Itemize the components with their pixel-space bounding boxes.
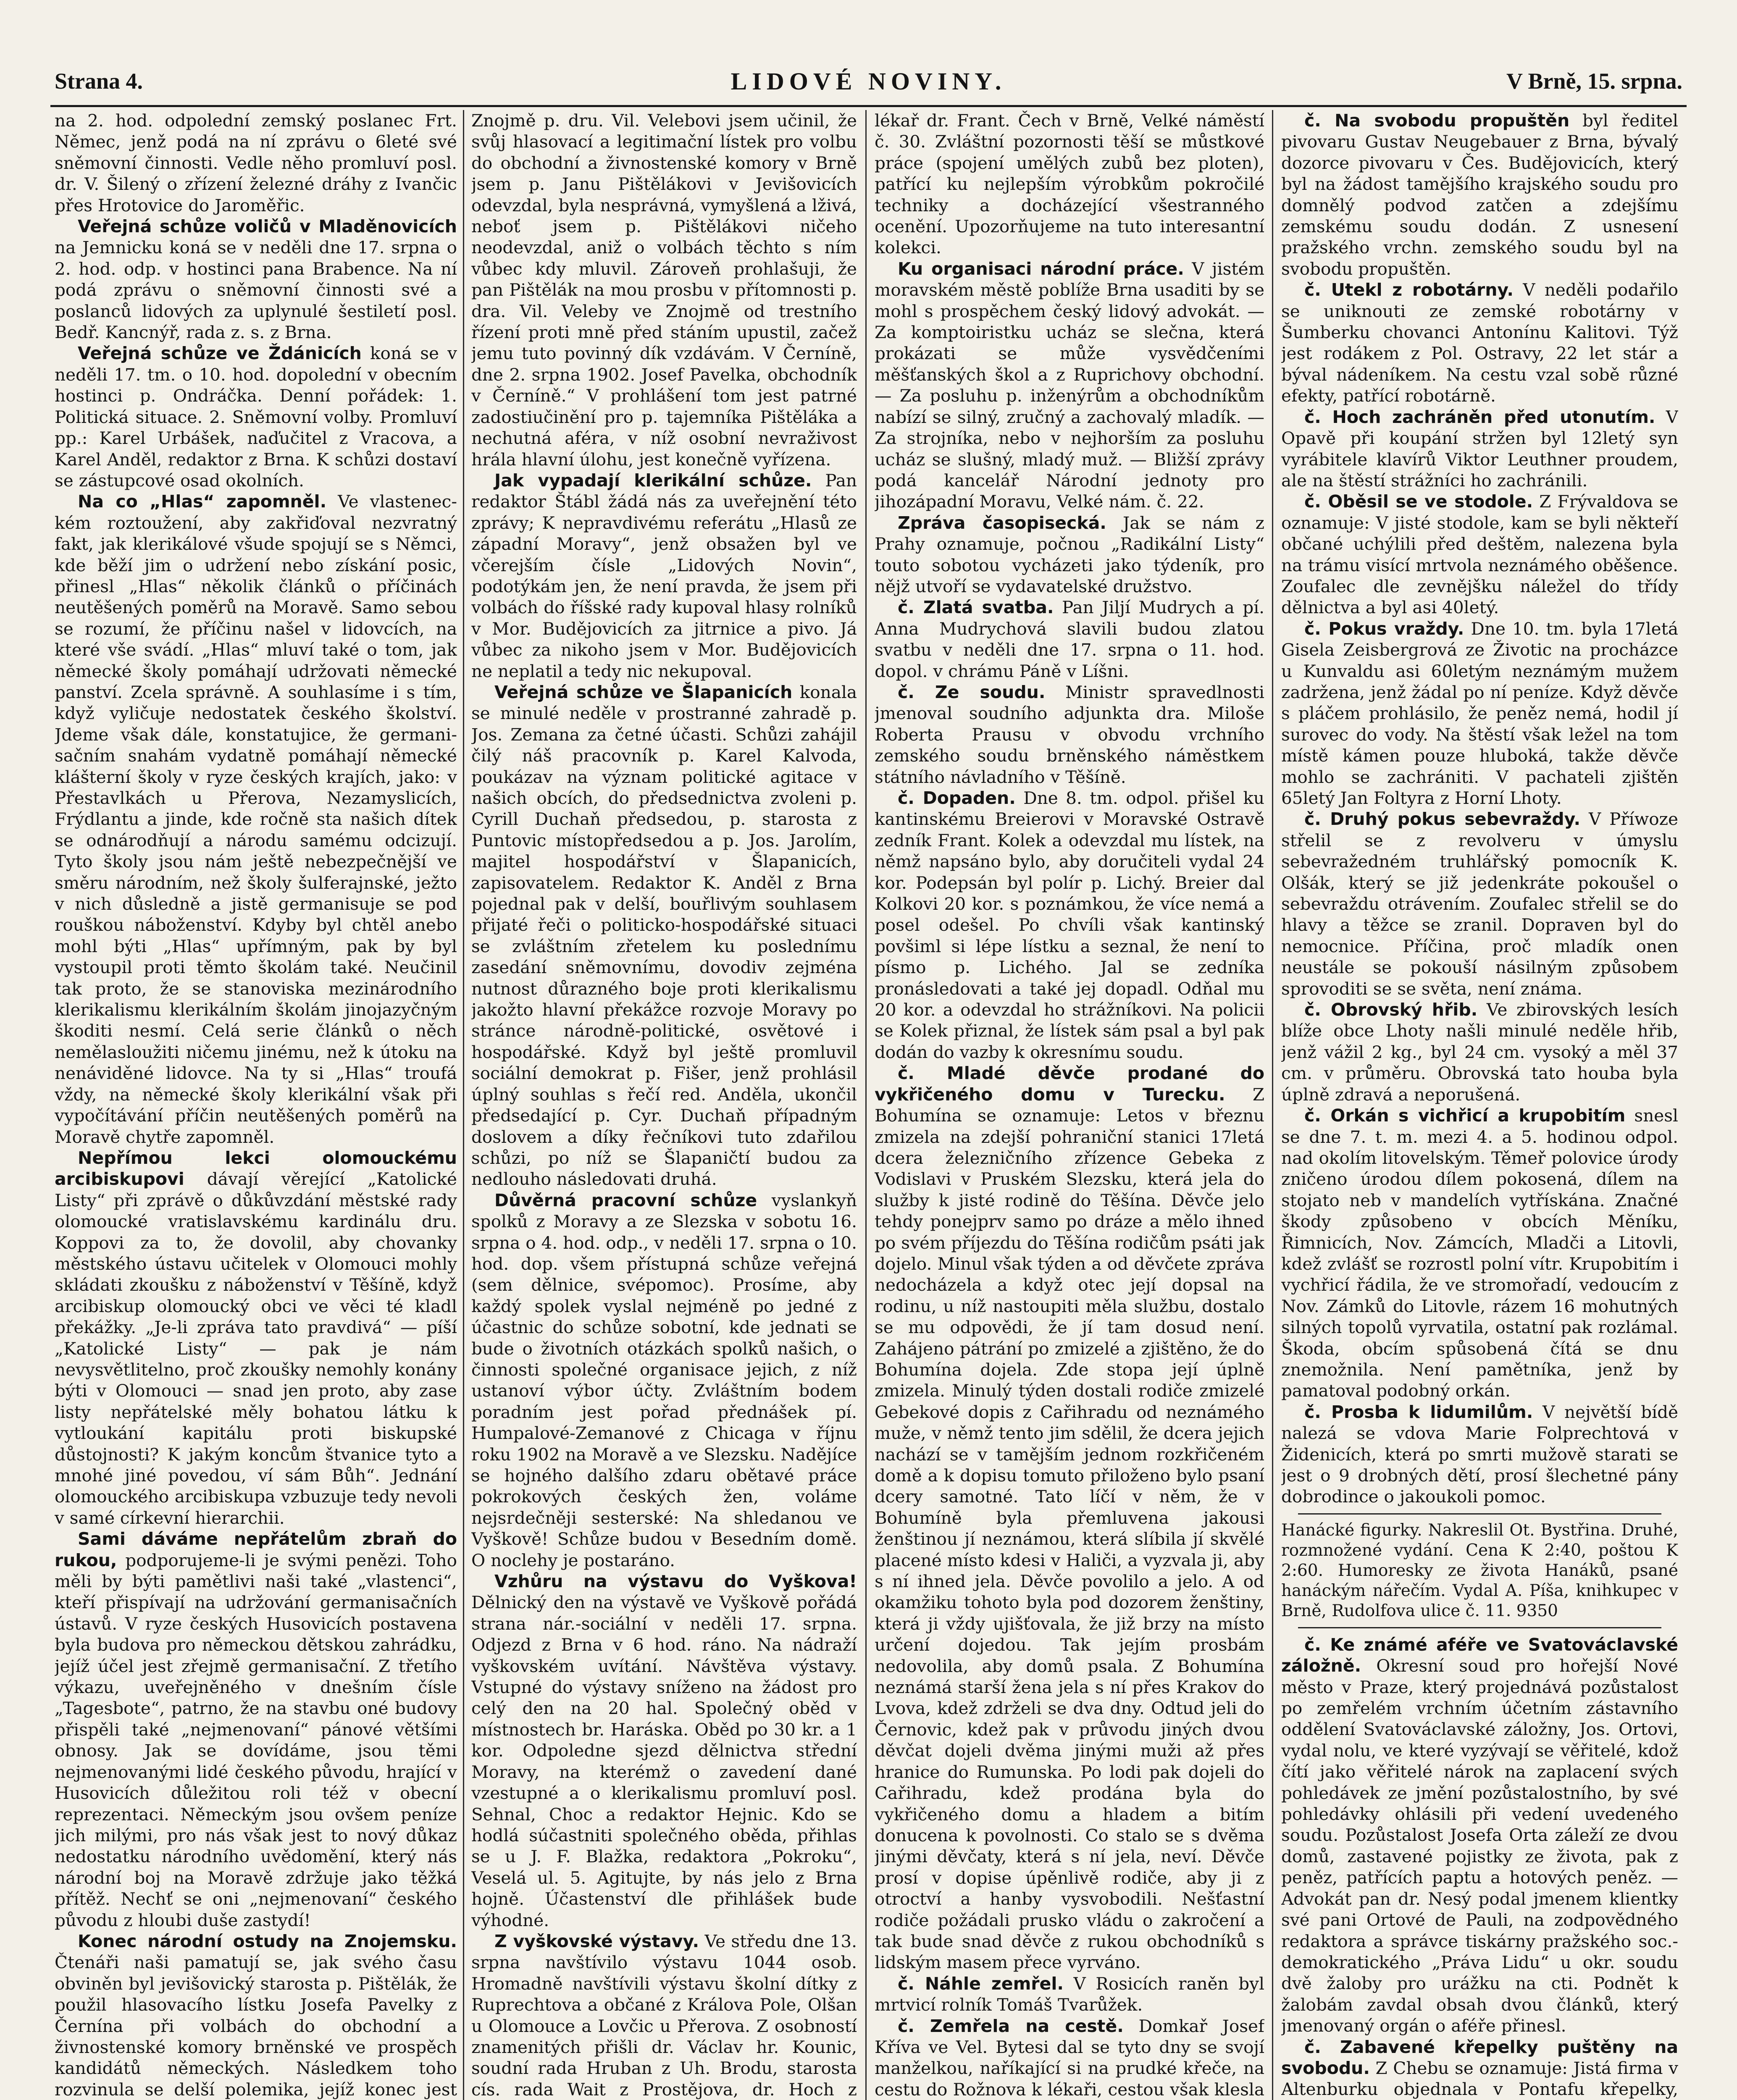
article-body: Ve zbirovských lesích blíže obce Lhoty našli minulé neděle hřib, jenž vážil 2 kg., byl 24 cm. vysoký a měl 37 cm. v průměru. Obrovská tato houba byla úplně zdravá a neporušená.	[1281, 1000, 1678, 1105]
article-headline: č. Ke známé aféře ve Svatováclavské záložně.	[1281, 1634, 1678, 1676]
article-headline: č. Ze soudu.	[898, 682, 1046, 702]
article-body: Znojmě p. dru. Vil. Velebovi jsem učinil, že svůj hlasovací a legitimační lístek pro volbu do obchodní a živnostenské komory v Brně jsem p. Janu Pištělákovi v Jevišovicích odevzdal, byla nesprávná, vymyšlená a lživá, neboť jsem p. Pištělákovi ničeho neodevzdal, aniž o volbách těchto s ním vůbec kdy mluvil. Zároveň prohlašuji, že pan Pištělák na mou prosbu v přítomnosti p. dra. Vil. Veleby ve Znojmě od trestního řízení proti mně před stáním upustil, začež jemu tuto povinný dík vzdávám. V Černíně, dne 2. srpna 1902. Josef Pavelka, obchodník v Černíně.“ V prohlášení tom jest patrné zadostiučinění pro p. tajemníka Pištěláka a nechutná aféra, v níž osobní nevraživost hrála hlavní úlohu, jest konečně vyřízena.	[471, 110, 857, 470]
article-paragraph	[1281, 2037, 1678, 2100]
column-3	[875, 110, 1264, 2100]
article-paragraph	[875, 110, 1264, 258]
article-body: Ve středu dne 13. srpna navštívilo výstavu 1044 osob. Hromadně navštívili výstavu školní dítky z Ruprechtova a občané z Králova Pole, Olšan u Olomouce a Lovčic u Přerova. Z osobností znamenitých přišli dr. Václav hr. Kounic, soudní rada Hruban z Uh. Brodu, starosta cís. rada Wait z Prostějova, dr. Hoch z	[471, 1931, 857, 2100]
article-headline: č. Oběsil se ve stodole.	[1304, 491, 1533, 512]
article-headline: Veřejná schůze voličů v Mladěnovicích	[78, 216, 457, 237]
article-paragraph	[55, 343, 457, 491]
article-paragraph	[875, 1063, 1264, 1973]
separator-rule	[1298, 1627, 1661, 1628]
article-headline: č. Prosba k lidumilům.	[1304, 1402, 1533, 1422]
article-body: V Příwoze střelil se z revolveru v úmyslu sebevražedném truhlářský pomocník K. Olšák, který se již jedenkráte pokoušel o sebevraždu otrávením. Zoufalec střelil se do hlavy a těžce se zranil. Dopraven byl do nemocnice. Příčina, proč mladík onen neustále se pokouší násilným způsobem sprovoditi se se světa, není známa.	[1281, 809, 1678, 999]
article-body: podporujeme-li je svými penězi. Toho měli by býti pamětlivi naši také „vlastenci“, kteří přispívají na udržování germanisačních ústavů. V ryze českých Husovicích postavena byla budova pro německou dětskou zahrádku, jejíž účel jest zřejmě germanisační. Z třetího výkazu, uveřejněného v dnešním čísle „Tagesbote“, patrno, že na stavbu oné budovy přispěli také „nejmenovaní“ pánové většími obnosy. Jak se dovídáme, jsou těmi nejmenovanými lidé českého původu, hrající v Husovicích důležitou roli též v obecní reprezentaci. Německým jsou ovšem peníze jich milými, pro nás však jest to nový důkaz nedostatku národního uvědomění, který nás národní boj na Moravě zdržuje jako těžká přítěž. Nechť se oni „nejmenovaní“ českého původu z hloubi duše zastydí!	[55, 1550, 457, 1930]
column-2	[471, 110, 857, 2100]
article-headline: č. Zlatá svatba.	[898, 597, 1054, 618]
masthead: LIDOVÉ NOVINY.	[731, 68, 1006, 95]
article-headline: č. Orkán s vichřicí a krupobitím	[1304, 1105, 1626, 1126]
article-headline: č. Zemřela na cestě.	[898, 2016, 1124, 2036]
article-headline: č. Dopaden.	[898, 788, 1016, 808]
column-4	[1281, 110, 1678, 2100]
article-body: Ve vlasteneckém roztoužení, aby zakřiďoval nezvratný fakt, jak klerikálové všude spojují se s Němci, kde běží jim o udržení nebo získání posic, přinesl „Hlas“ několik článků o příčinách neutěšených poměrů na Moravě. Samo sebou se rozumí, že příčinu našel v lidovcích, na které vše svádí. „Hlas“ mluví také o tom, jak německé školy pomáhají udržovati německé panství. Zcela správně. A souhlasíme i s tím, když vyličuje nedostatek českého školství. Jdeme však dále, konstatujice, že germanisačním snahám vydatně pomáhají německé klášterní školy v ryze českých krajích, jako: v Přestavlkách u Přerova, Nezamyslicích, Frýdlantu a jinde, kde ročně sta našich dítek se odnárodňují a národu samému odcizují. Tyto školy jsou nám ještě nebezpečnější ve směru národním, než školy šulferajnské, ježto v nich důsledně a jistě germanisuje se pod rouškou náboženství. Kdyby byl chtěl anebo mohl býti „Hlas“ upřímným, pak by byl vystoupil proti těmto školám také. Neučinil tak proto, že se stanoviska mezinárodního klerikalismu klerikálním školám jinojazyčným škoditi nesmí. Celá serie článků o něch nemělasloužiti ničemu jinému, než k útoku na nenáviděné lidovce. Na ty si „Hlas“ troufá vždy, na německé školy klerikální však při vypočítávání příčin neutěšených poměrů na Moravě chytře zapomněl.	[55, 491, 457, 1147]
article-paragraph	[1281, 1634, 1678, 2037]
article-body: V neděli podařilo se uniknouti ze zemské robotárny v Šumberku chovanci Antonínu Kalitovi. Týž jest rodákem z Pol. Ostravy, 22 let stár a býval nádeníkem. Na cestu vzal sobě různé efekty, patřící robotárně.	[1281, 280, 1678, 406]
article-paragraph	[471, 1931, 857, 2100]
page-header	[55, 63, 1682, 101]
article-body: Okresní soud pro hořejší Nové město v Praze, který projednává pozůstalost po zemřelém vrchním účetním zástavního oddělení Svatováclavské záložny, Jos. Ortovi, vydal nolu, ve které vyzývají se věřitelé, kdož čítí jako věřitelé nárok na zaplacení svých pohledávek ze jmění pozůstalostního, by své pohledávky ohlásili při vedení uvedeného soudu. Pozůstalost Josefa Orta záleží ze dvou domů, zastavené pojistky ze života, pak z peněz, patřících paptu a hotových peněz. — Advokát pan dr. Nesý podal jmenem klientky své pani Ortové de Pauli, na zodpovědného redaktora a správce tiskárny pražského soc.-demokratického „Práva Lidu“ u okr. soudu dvě žaloby pro urážku na cti. Podnět k žalobám zavdal obsah dvou článků, který jmenovaný orgán o aféře přinesl.	[1281, 1656, 1678, 2036]
article-body: koná se v neděli 17. tm. o 10. hod. dopolední v obecním hostinci p. Ondráčka. Denní pořádek: 1. Politická situace. 2. Sněmovní volby. Promluví pp.: Karel Urbášek, naďučitel z Vracova, a Karel Anděl, redaktor z Brna. K schůzi dostaví se zástupcové osad okolních.	[55, 343, 457, 491]
article-body: Jak se nám z Prahy oznamuje, počnou „Radikální Listy“ touto sobotou vycházeti jako týdeník, pro nějž utvoří se vydavatelské družstvo.	[875, 512, 1264, 596]
article-body: Dělnický den na výstavě ve Vyškově pořádá strana nár.-sociální v neděli 17. srpna. Odjezd z Brna v 6 hod. ráno. Na nádraží vyškovském uvítání. Návštěva výstavy. Vstupné do výstavy sníženo na žádost pro celý den na 20 hal. Společný oběd v místnostech br. Haráska. Oběd po 30 kr. a 1 kor. Odpoledne sjezd dělnictva střední Moravy, na kterémž o zavedení dané vzestupné a o klerikalismu promluví posl. Sehnal, Choc a redaktor Hejnic. Kdo se hodlá súčastniti společného oběda, přihlas se u J. F. Blažka, redaktora „Pokroku“, Veselá ul. 5. Agitujte, by nás jelo z Brna hojně. Účastenství dle přihlášek bude výhodné.	[471, 1592, 857, 1930]
column-divider	[463, 110, 464, 2100]
article-body: snesl se dne 7. t. m. mezi 4. a 5. hodinou odpol. nad okolím litovelským. Těmeř polovice úrody zničeno úrodou dílem pokosená, dílem na stojato neb v mandelích vytřískána. Značné škody způsobeno v obcích Měníku, Řimnicích, Nov. Zámcích, Mladči a Litovli, kdež zvlášť se rozrostl polní vítr. Krupobitím i vychřicí řádila, že ve stromořadí, vedoucím z Nov. Zámků do Litovle, rázem 16 mohutných silných topolů vyrvatila, ostatní pak rozlámal. Škoda, obcím spůsobená čítá se dnu znemožnila. Není pamětníka, jenž by pamatoval podobný orkán.	[1281, 1105, 1678, 1401]
article-paragraph	[875, 597, 1264, 682]
article-body: na 2. hod. odpolední zemský poslanec Frt. Němec, jenž podá na ní zprávu o 6leté své sněmovní činnosti. Vedle něho promluví posl. dr. V. Šilený o zřízení železné dráhy z Ivančic přes Hrotovice do Jaroměřic.	[55, 110, 457, 215]
page-number: Strana 4.	[55, 68, 143, 94]
article-headline: Jak vypadají klerikální schůze.	[494, 470, 812, 491]
article-body: dávají věrející „Katolické Listy“ při zprávě o důkůvzdání městské rady olomoucké vratislavskému kardinálu dru. Koppovi za to, že dovolil, aby chovanky městského ústavu učitelek v Olomouci mohly skládati zkoušku z náboženství v Těšíně, když arcibiskup olomoucký obci ve věci té kladl překážky. „Je-li zpráva tato pravdivá“ — píší „Katolické Listy“ — pak je nám nevysvětlitelno, proč zkoušky nemohly konány býti v Olomouci — snad jen proto, aby zase listy nepřátelské měly bohatou látku k vytloukání kapitálu proti biskupské důstojnosti? K jakým koncům štvanice tyto a mnohé jiné povedou, ví sám Bůh“. Jednání olomouckého arcibiskupa vzbuzuje tedy nevoli v samé církevní hierarchii.	[55, 1169, 457, 1528]
advertisement: Hanácké figurky. Nakreslil Ot. Bystřina. Druhé, rozmnožené vydání. Cena K 2:40, poštou K 2:60. Humoresky ze života Hanáků, psané hanáckým nářečím. Vydal A. Píša, knihkupec v Brně, Rudolfova ulice č. 11. 9350	[1281, 1520, 1678, 1620]
article-headline: č. Hoch zachráněn před utonutím.	[1304, 407, 1656, 427]
article-paragraph	[471, 110, 857, 470]
article-paragraph	[1281, 1402, 1678, 1507]
separator-rule	[1298, 1513, 1661, 1515]
article-paragraph	[55, 491, 457, 1147]
article-paragraph	[875, 512, 1264, 597]
article-headline: Vzhůru na výstavu do Vyškova!	[494, 1571, 857, 1592]
article-body: lékař dr. Frant. Čech v Brně, Velké náměstí č. 30. Zvláštní pozornosti těší se můstkové práce (spojení umělých zubů bez ploten), patřící ku nejlepším výrobkům pokročilé techniky a docházející všestranného ocenění. Upozorňujeme na tuto interesantní kolekci.	[875, 110, 1264, 258]
article-paragraph	[875, 788, 1264, 1063]
article-body: Z Bohumína se oznamuje: Letos v březnu zmizela na zdejší pohraniční stanici 17letá dcera železničního zřízence Gebeka z Vodislavi v Pruském Slezsku, která jela do služby k jisté rodině do Těšína. Děvče jelo tehdy ponejprv samo po dráze a mělo ihned po svém příjezdu do Těšína rodičům psáti jak dojelo. Minul však týden a od děvčete zpráva nedocházela a když otec její dopsal na rodinu, u níž nastoupiti měla službu, dostalo se mu odpovědi, že jí tam dosud není. Zahájeno pátrání po zmizelé a zjištěno, že do Bohumína dojela. Zde stopa její úplně zmizela. Minulý týden dostali rodiče zmizelé Gebekové dopis z Cařihradu od neznámého muže, v němž tento jim sdělil, že dcera jejich nachází se v tamějším jednom rozkřičeném domě a k dopisu tomuto přiloženo bylo psaní dcery samotné. Tato líčí v něm, že v Bohumíně byla přemluvena jakousi ženštinou jí neznámou, která slíbila jí skvělé placené místo kdesi v Haliči, a vyzvala ji, aby s ní ihned jela. Děvče povolilo a jelo. A od okamžiku tohoto byla pod dozorem ženštiny, která ji vždy ujišťovala, že již brzy na místo určení dojedou. Tak jejím prosbám nedovolila, aby domů psala. Z Bohumína neznámá starší žena jela s ní přes Krakov do Lvova, kdež zdrželi se dva dny. Odtud jeli do Černovic, kdež pak v průvodu jiných dvou děvčat dojeli dvěma jinými muži až přes hranice do Rumunska. Po lodi pak dojeli do Cařihradu, kdež prodána byla do vykřičeného domu a hladem a bitím donucena k povolnosti. Co stalo se s dvěma jinými děvčaty, která s ní jela, neví. Děvče prosí v dopise úpěnlivě rodiče, aby ji z otroctví a hanby vysvobodili. Nešťastní rodiče požádali prusko vládu o zakročení a tak bude snad děvče z rukou obchodníků s lidským masem přece vyrváno.	[875, 1084, 1264, 1973]
article-body: Dne 8. tm. odpol. přišel ku kantinskému Breierovi v Moravské Ostravě zedník Frant. Kolek a odevzdal mu lístek, na němž napsáno bylo, aby doručiteli vydal 24 kor. Podepsán byl polír p. Lichý. Breier dal Kolkovi 20 kor. s poznámkou, že více nemá a posel odešel. Po chvíli však kantinský povšiml si lépe lístku a seznal, že není to písmo p. Lichého. Jal se zedníka pronásledovati a také jej dopadl. Odňal mu 20 kor. a odevzdal ho strážníkovi. Na policii se Kolek přiznal, že lístek sám psal a byl pak dodán do vazby k okresnímu soudu.	[875, 788, 1264, 1062]
article-headline: Nepřímou lekci olomouckému arcibiskupovi	[55, 1147, 457, 1189]
article-paragraph	[1281, 808, 1678, 999]
article-body: byl ředitel pivovaru Gustav Neugebauer z Brna, bývalý dozorce pivovaru v Čes. Budějovicích, který byl na žádost tamějšího krajského soudu pro domnělý podvod zatčen a zdejšímu zemskému soudu dodán. Z usnesení pražského vrchn. zemského soudu byl na svobodu propuštěn.	[1281, 110, 1678, 279]
article-paragraph	[1281, 491, 1678, 618]
article-body: Z Chebu se oznamuje: Jistá firma v Altenburku objednala v Pontafu křepelky,	[1281, 2058, 1678, 2100]
article-body: Dne 10. tm. byla 17letá Gisela Zeisbergrová ze Životic na procházce u Kunvaldu asi 60letým neznámým mužem zadržena, jenž žádal po ní peníze. Když děvče s pláčem prohlásilo, že peněz nemá, hodil jí surovec do vody. Na štěstí však ležel na tom místě kámen pouze hluboká, takže děvče mohlo se zachrániti. V pachateli zjištěn 65letý Jan Foltyra z Horní Lhoty.	[1281, 618, 1678, 808]
article-headline: Veřejná schůze ve Šlapanicích	[494, 682, 793, 702]
article-headline: č. Utekl z robotárny.	[1304, 280, 1514, 300]
article-body: konala se minulé neděle v prostranné zahradě p. Jos. Zemana za četné účasti. Schůzi zahájil čilý náš pracovník p. Karel Kalvoda, poukázav na význam politické agitace v našich obcích, do předsednictva zvoleni p. Cyrill Duchaň předsedou, p. starosta z Puntovic místopředsedou a p. Jos. Jarolím, majitel hospodářství v Šlapanicích, zapisovatelem. Redaktor K. Anděl z Brna pojednal pak v delší, bouřlivým souhlasem přijaté řeči o politicko-hospodářské situaci se zvláštním zřetelem ku poslednímu zasedání sněmovnímu, dovodiv zejména nutnost důrazného boje proti klerikalismu jakožto hlavní překážce rozvoje Moravy po stránce národně-politické, osvětové i hospodářské. Když byl ještě promluvil sociální demokrat p. Fišer, jenž prohlásil úplný souhlas s řečí red. Anděla, ukončil předsedající p. Cyr. Duchaň případným doslovem a díky řečníkovi tuto zdařilou schůzi, po níž se Šlapaničtí budou za nedlouho následovati druhá.	[471, 682, 857, 1189]
article-paragraph	[471, 470, 857, 682]
column-divider	[1272, 110, 1273, 2100]
article-paragraph	[1281, 279, 1678, 406]
article-body: Pan Jiljí Mudrych a pí. Anna Mudrychová slavili budou zlatou svatbu v neděli dne 17. srpna o 11. hod. dopol. v chrámu Páně v Líšni.	[875, 597, 1264, 681]
article-headline: č. Zabavené křepelky puštěny na svobodu.	[1281, 2037, 1678, 2078]
article-paragraph	[875, 682, 1264, 788]
article-headline: č. Na svobodu propuštěn	[1304, 110, 1570, 131]
article-paragraph	[55, 216, 457, 343]
article-paragraph	[1281, 618, 1678, 809]
article-headline: č. Obrovský hřib.	[1304, 1000, 1478, 1020]
article-paragraph	[1281, 1105, 1678, 1402]
article-headline: Z vyškovské výstavy.	[494, 1931, 699, 1951]
article-paragraph	[471, 1190, 857, 1571]
article-paragraph	[875, 258, 1264, 512]
article-body: Domkař Josef Kříva ve Vel. Bytesi dal se tyto dny se svojí manželkou, naříkající si na prudké křeče, na cestu do Rožnova k lékaři, cestou však klesla	[875, 2016, 1264, 2100]
article-paragraph	[875, 1973, 1264, 2016]
article-headline: Na co „Hlas“ zapomněl.	[78, 491, 327, 512]
article-headline: Důvěrná pracovní schůze	[494, 1190, 757, 1210]
article-headline: č. Mladé děvče prodané do vykřičeného domu v Turecku.	[875, 1063, 1264, 1105]
article-headline: Zpráva časopisecká.	[898, 512, 1106, 533]
article-body: V jistém moravském městě poblíže Brna usaditi by se mohl s prospěchem český lidový advokát. — Za komptoiristku ucház se slečna, která prokázati se může vysvědčeními měšťanských škol a z Ruprichovy obchodní. — Za posluhu p. inženýrům a obchodníkům nabízí se silný, zručný a zachovalý mladík. — Za strojníka, nebo v nejhorším za posluhu ucház se slušný, mladý muž. — Bližší zprávy podá kancelář Národní jednoty pro jihozápadní Moravu, Velké nám. č. 22.	[875, 258, 1264, 512]
header-rule	[50, 105, 1687, 107]
article-body: vyslankyň spolků z Moravy a ze Slezska v sobotu 16. srpna o 4. hod. odp., v neděli 17. srpna o 10. hod. dop. všem přístupná schůze veřejná (sem dělnice, svépomoc). Prosíme, aby každý spolek vyslal nejméně po jedné z účastnic do schůze sobotní, kde jednati se bude o životních otázkách spolků našich, o činnosti společné organisace jejich, z níž ustanoví výbor účty. Zvláštním bodem poradním jest pořad přednášek pí. Humpalové-Zemanové z Chicaga v říjnu roku 1902 na Moravě a ve Slezsku. Nadějíce se hojného dalšího zdaru obětavé práce pokrokových českých žen, voláme nejsrdečněji sesterské: Na shledanou ve Vyškově! Schůze budou v Besedním domě. O noclehy je postaráno.	[471, 1190, 857, 1570]
article-paragraph	[55, 110, 457, 216]
article-body: Pan redaktor Štábl žádá nás za uveřejnění této zprávy; K nepravdivému referátu „Hlasů ze západní Moravy“, jenž obsažen byl ve včerejším čísle „Lidových Novin“, podotýkám jen, že není pravda, že jsem při volbách do říšské rady kupoval hlasy rolníků v Mor. Budějovicích za jitrnice a pivo. Já vůbec za nikoho jsem v Mor. Budějovicích ne neplatil a tedy nic nekupoval.	[471, 470, 857, 681]
article-body: Z Frývaldova se oznamuje: V jisté stodole, kam se byli někteří občané uchýlili před deštěm, nalezena byla na trámu visící mrtvola neznámého oběšence. Zoufalec dle zevnějšku náležel do třídy dělnictva a byl asi 40letý.	[1281, 491, 1678, 618]
article-headline: Veřejná schůze ve Ždánicích	[78, 343, 362, 364]
article-headline: Ku organisaci národní práce.	[898, 258, 1184, 279]
article-paragraph	[55, 1528, 457, 1931]
article-headline: č. Druhý pokus sebevraždy.	[1304, 809, 1581, 830]
article-paragraph	[471, 1571, 857, 1931]
article-paragraph	[55, 1931, 457, 2100]
article-body: na Jemnicku koná se v neděli dne 17. srpna o 2. hod. odp. v hostinci pana Brabence. Na ní podá zprávu o sněmovní činnosti své a poslanců lidových za uplynulé šestiletí posl. Bedř. Kancnýř, rada z. s. z Brna.	[55, 237, 457, 343]
article-body: V Rosicích raněn byl mrtvicí rolník Tomáš Tvarůžek.	[875, 1973, 1264, 2015]
column-1	[55, 110, 457, 2100]
article-headline: č. Náhle zemřel.	[898, 1973, 1064, 1994]
article-paragraph	[875, 2016, 1264, 2100]
article-body: Čtenáři naši pamatují se, jak svého času obviněn byl jevišovický starosta p. Pištělák, že použil hlasovacího lístku Josefa Pavelky z Černína při volbách do obchodní a živnostenské komory brněnské ve prospěch kandidátů německých. Následkem toho rozvinula se delší polemika, jejíž konec jest	[55, 1952, 457, 2100]
article-headline: Sami dáváme nepřátelům zbraň do rukou,	[55, 1529, 457, 1570]
article-headline: č. Pokus vraždy.	[1304, 618, 1464, 639]
article-body: Ministr spravedlnosti jmenoval soudního adjunkta dra. Miloše Roberta Prausu v obvodu vrchního zemského soudu brněnského náměstkem státního návladního v Těšíně.	[875, 682, 1264, 787]
article-body: V největší bídě nalezá se vdova Marie Folprechtová v Židenicích, která po smrti mužově starati se jest o 9 drobných dětí, prosí šlechetné pány dobrodince o jakoukoli pomoc.	[1281, 1402, 1678, 1507]
dateline: V Brně, 15. srpna.	[1506, 68, 1682, 94]
article-paragraph	[1281, 999, 1678, 1105]
article-headline: Konec národní ostudy na Znojemsku.	[78, 1931, 457, 1951]
article-paragraph	[471, 682, 857, 1190]
article-paragraph	[1281, 110, 1678, 279]
article-paragraph	[1281, 407, 1678, 491]
column-divider	[865, 110, 867, 2100]
article-body: V Opavě při koupání stržen byl 12letý syn vyrábitele klavírů Viktor Leuthner proudem, ale na štěstí strážníci ho zachránili.	[1281, 407, 1678, 491]
article-paragraph	[55, 1147, 457, 1528]
